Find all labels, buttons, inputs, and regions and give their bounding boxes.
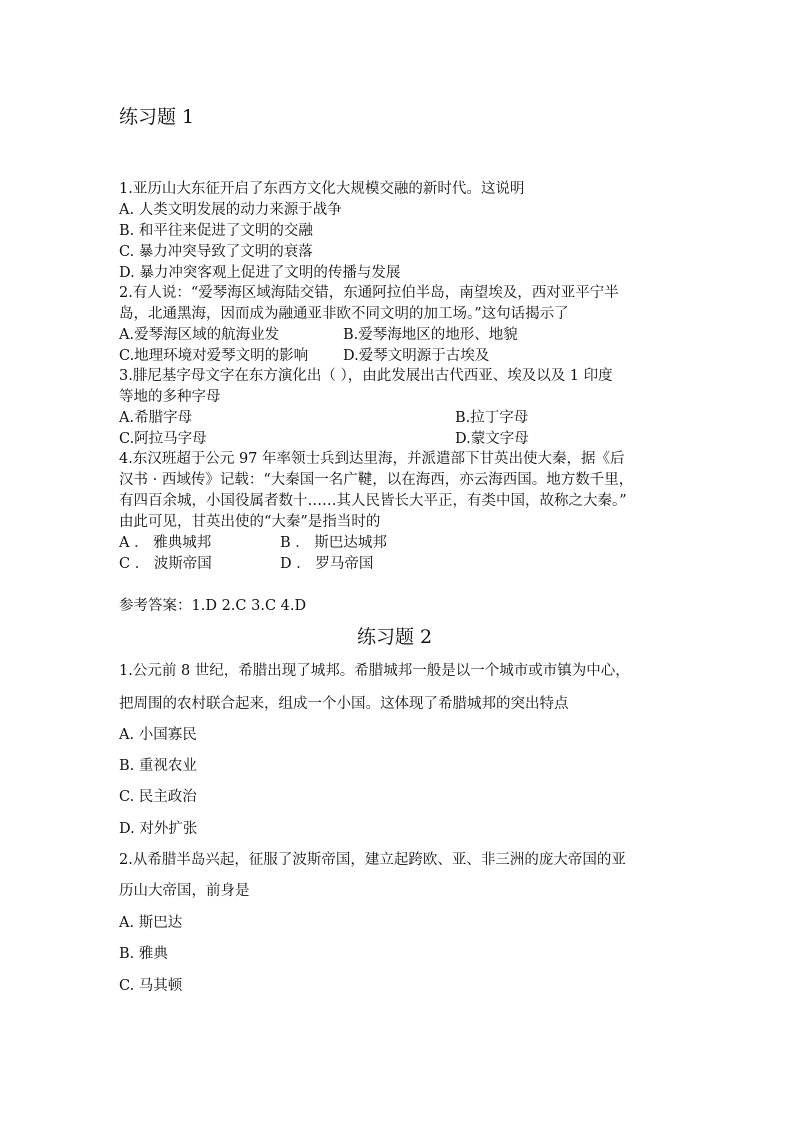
s1-q4-option-d: D ． 罗马帝国 [280, 556, 374, 572]
s2-q1-option-d: D. 对外扩张 [119, 821, 198, 837]
s1-q2-option-d: D.爱琴文明源于古埃及 [343, 348, 490, 364]
s2-q1-stem-line2: 把周围的农村联合起来，组成一个小国。这体现了希腊城邦的突出特点 [119, 696, 569, 712]
s1-q2-stem-line2: 岛，北通黑海，因而成为融通亚非欧不同文明的加工场。”这句话揭示了 [119, 306, 569, 322]
s1-q4-option-b: B ． 斯巴达城邦 [280, 535, 387, 551]
s2-q2-option-a: A. 斯巴达 [119, 915, 183, 931]
s1-q4-stem-line3: 有四百余城，小国役属者数十……其人民皆长大平正，有类中国，故称之大秦。” [119, 493, 627, 509]
s2-q1-option-c: C. 民主政治 [119, 789, 197, 805]
s1-q2-option-b: B.爱琴海地区的地形、地貌 [343, 327, 518, 343]
s1-answers: 参考答案：1.D 2.C 3.C 4.D [119, 598, 307, 614]
s1-q2-stem-line1: 2.有人说：“爱琴海区域海陆交错，东通阿拉伯半岛，南望埃及，西对亚平宁半 [119, 285, 619, 301]
s1-q3-stem-line1: 3.腓尼基字母文字在东方演化出（ ），由此发展出古代西亚、埃及以及 1 印度 [119, 368, 613, 384]
section2-title: 练习题 2 [357, 626, 433, 648]
s2-q1-stem-line1: 1.公元前 8 世纪，希腊出现了城邦。希腊城邦一般是以一个城市或市镇为中心， [119, 663, 630, 679]
s1-q1-stem: 1.亚历山大东征开启了东西方文化大规模交融的新时代。这说明 [119, 181, 525, 197]
s1-q3-option-c: C.阿拉马字母 [119, 431, 207, 447]
s1-q4-option-c: C ． 波斯帝国 [119, 556, 212, 572]
s2-q1-option-a: A. 小国寡民 [119, 727, 197, 743]
s2-q2-option-b: B. 雅典 [119, 946, 168, 962]
s1-q1-option-d: D. 暴力冲突客观上促进了文明的传播与发展 [119, 265, 401, 281]
s2-q1-option-b: B. 重视农业 [119, 758, 197, 774]
s1-q2-option-a: A.爱琴海区域的航海业发 [119, 327, 280, 343]
s1-q3-option-b: B.拉丁字母 [455, 410, 529, 426]
s1-q3-option-d: D.蒙文字母 [455, 431, 529, 447]
s1-q1-option-a: A. 人类文明发展的动力来源于战争 [119, 202, 342, 218]
s2-q2-option-c: C. 马其顿 [119, 978, 183, 994]
s2-q2-stem-line2: 历山大帝国，前身是 [119, 883, 250, 899]
s1-q1-option-b: B. 和平往来促进了文明的交融 [119, 223, 313, 239]
s1-q4-stem-line2: 汉书 · 西域传》记载：“大秦国一名广鞬，以在海西，亦云海西国。地方数千里， [119, 472, 634, 488]
s1-q1-option-c: C. 暴力冲突导致了文明的衰落 [119, 244, 313, 260]
s1-q4-option-a: A ． 雅典城邦 [119, 535, 212, 551]
s1-q4-stem-line4: 由此可见，甘英出使的“大秦”是指当时的 [119, 514, 381, 530]
s1-q4-stem-line1: 4.东汉班超于公元 97 年率领士兵到达里海，并派遣部下甘英出使大秦，据《后 [119, 451, 625, 467]
s1-q3-stem-line2: 等地的多种字母 [119, 389, 221, 405]
s1-q3-option-a: A.希腊字母 [119, 410, 193, 426]
s1-q2-option-c: C.地理环境对爱琴文明的影响 [119, 348, 309, 364]
s2-q2-stem-line1: 2.从希腊半岛兴起，征服了波斯帝国，建立起跨欧、亚、非三洲的庞大帝国的亚 [119, 852, 626, 868]
section1-title: 练习题 1 [119, 106, 195, 128]
